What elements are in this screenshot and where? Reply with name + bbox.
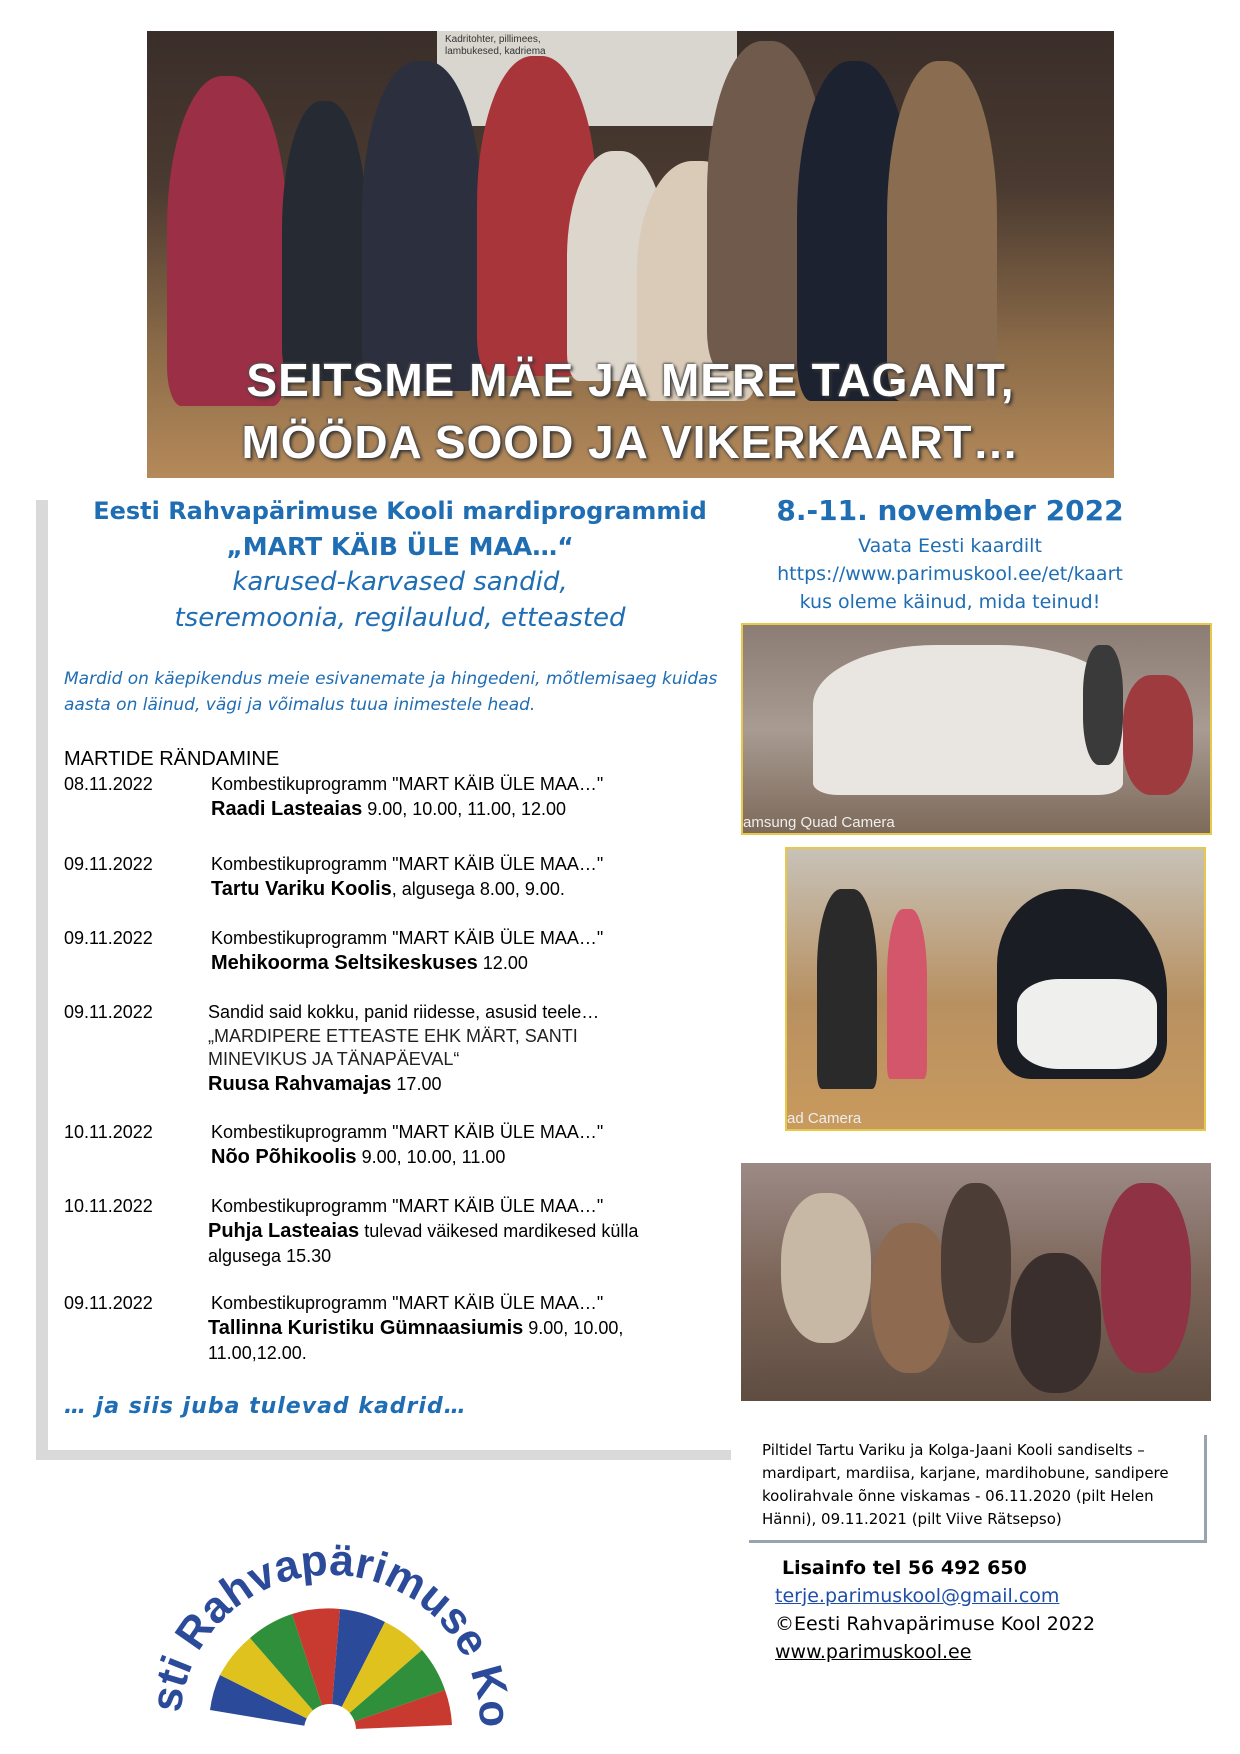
entry-venue: Raadi Lasteaias bbox=[211, 798, 363, 820]
hero-title-line2: MÖÖDA SOOD JA VIKERKAART… bbox=[241, 416, 1020, 468]
entry-date: 09.11.2022 bbox=[64, 854, 153, 874]
entry-times: tulevad väikesed mardikesed külla bbox=[359, 1221, 639, 1241]
entry-venue: Tallinna Kuristiku Gümnaasiumis bbox=[208, 1317, 524, 1339]
program-name: „MART KÄIB ÜLE MAA…“ bbox=[226, 532, 574, 561]
schedule-heading: MARTIDE RÄNDAMINE bbox=[64, 748, 280, 770]
entry-date: 08.11.2022 bbox=[64, 774, 153, 794]
entry-venue-line bbox=[211, 952, 528, 975]
entry-program: Kombestikuprogramm "MART KÄIB ÜLE MAA…" bbox=[211, 928, 604, 948]
contact-block bbox=[775, 1554, 1095, 1666]
costumed-child bbox=[941, 1183, 1011, 1343]
entry-venue: Mehikoorma Seltsikeskuses bbox=[211, 952, 478, 974]
photo-caption: Piltidel Tartu Variku ja Kolga-Jaani Kooli sandiselts – mardipart, mardiisa, karjane, mardihobune, sandipere koolirahvale õnne viskamas - 06.11.2020 (pilt Helen Hänni), 09.11.2021 (pilt Viive Rätsepso) bbox=[762, 1441, 1169, 1528]
hero-title-line1: SEITSME MÄE JA MERE TAGANT, bbox=[246, 354, 1015, 406]
entry-program: Kombestikuprogramm "MART KÄIB ÜLE MAA…" bbox=[211, 1122, 604, 1142]
horse-costume-white bbox=[1017, 979, 1157, 1069]
entry-date: 09.11.2022 bbox=[64, 928, 153, 948]
entry-venue-line bbox=[211, 1146, 505, 1169]
contact-phone: Lisainfo tel 56 492 650 bbox=[782, 1557, 1027, 1579]
white-sheet-figure bbox=[813, 645, 1123, 795]
school-logo bbox=[140, 1525, 520, 1745]
event-dates: 8.-11. november 2022 bbox=[776, 494, 1124, 527]
entry-venue: Tartu Variku Koolis bbox=[211, 878, 392, 900]
entry-date: 09.11.2022 bbox=[64, 1293, 153, 1313]
girl-in-pink bbox=[887, 909, 927, 1079]
costumed-child bbox=[781, 1193, 871, 1343]
camera-watermark: amsung Quad Camera bbox=[743, 814, 895, 831]
contact-email-link[interactable]: terje.parimuskool@gmail.com bbox=[775, 1585, 1060, 1607]
entry-venue-line bbox=[208, 1317, 623, 1340]
entry-times-line2: algusega 15.30 bbox=[208, 1246, 332, 1266]
copyright: ©Eesti Rahvapärimuse Kool 2022 bbox=[775, 1613, 1096, 1635]
program-intro: Mardid on käepikendus meie esivanemate ja hingedeni, mõtlemisaeg kuidas aasta on läinud, vägi ja võimalus tuua inimestele head. bbox=[64, 669, 718, 715]
entry-program: Sandid said kokku, panid riidesse, asusid teele… bbox=[208, 1002, 600, 1022]
map-info bbox=[760, 532, 1140, 616]
masked-child bbox=[1083, 645, 1123, 765]
entry-date: 10.11.2022 bbox=[64, 1196, 153, 1216]
entry-program: Kombestikuprogramm "MART KÄIB ÜLE MAA…" bbox=[211, 1293, 604, 1313]
box-border-bottom bbox=[36, 1450, 731, 1460]
entry-program-line2: „MARDIPERE ETTEASTE EHK MÄRT, SANTI bbox=[208, 1026, 578, 1046]
entry-venue-line bbox=[208, 1073, 441, 1096]
costumed-child bbox=[871, 1223, 951, 1373]
hero-photo bbox=[147, 31, 1114, 478]
logo-text: sti Rahvapärimuse Ko bbox=[141, 1535, 520, 1729]
camera-watermark: ad Camera bbox=[787, 1110, 862, 1127]
entry-venue: Puhja Lasteaias bbox=[208, 1220, 360, 1242]
costumed-child bbox=[1101, 1183, 1191, 1373]
caption-border-bottom bbox=[749, 1540, 1207, 1543]
projector-screen-text: Kadritohter, pillimees, lambukesed, kadriema bbox=[445, 34, 546, 57]
entry-venue-line bbox=[208, 1220, 638, 1243]
costumed-figure bbox=[282, 101, 367, 381]
hero-title bbox=[147, 349, 1114, 473]
entry-venue-line bbox=[211, 878, 565, 901]
schedule-entry bbox=[64, 854, 734, 914]
caption-border-right bbox=[1204, 1435, 1207, 1543]
map-info-line3: kus oleme käinud, mida teinud! bbox=[799, 591, 1101, 613]
logo-fan bbox=[210, 1608, 452, 1745]
program-tagline-2: tseremoonia, regilaulud, etteasted bbox=[174, 603, 626, 633]
entry-program-line3: MINEVIKUS JA TÄNAPÄEVAL“ bbox=[208, 1049, 460, 1069]
entry-times: 9.00, 10.00, bbox=[523, 1318, 624, 1338]
map-link[interactable]: https://www.parimuskool.ee/et/kaart bbox=[777, 563, 1123, 585]
entry-venue: Nõo Põhikoolis bbox=[211, 1146, 357, 1168]
box-border-left bbox=[36, 500, 48, 1460]
entry-program: Kombestikuprogramm "MART KÄIB ÜLE MAA…" bbox=[211, 1196, 604, 1216]
website-link[interactable]: www.parimuskool.ee bbox=[775, 1641, 972, 1663]
entry-times: 12.00 bbox=[477, 953, 528, 973]
schedule-entry bbox=[64, 1196, 734, 1276]
costumed-shepherd bbox=[817, 889, 877, 1089]
schedule-entry bbox=[64, 1002, 734, 1102]
entry-times-line2: 11.00,12.00. bbox=[208, 1343, 307, 1363]
entry-times: 17.00 bbox=[391, 1074, 442, 1094]
program-heading: Eesti Rahvapärimuse Kooli mardiprogrammid bbox=[93, 497, 707, 525]
costumed-child bbox=[1011, 1253, 1101, 1393]
photo-sandipere bbox=[741, 1163, 1211, 1401]
map-info-line1: Vaata Eesti kaardilt bbox=[858, 535, 1042, 557]
closing-text: … ja siis juba tulevad kadrid… bbox=[64, 1394, 467, 1419]
photo-horse-costume bbox=[741, 623, 1212, 835]
entry-program: Kombestikuprogramm "MART KÄIB ÜLE MAA…" bbox=[211, 854, 604, 874]
schedule-entry bbox=[64, 1122, 734, 1182]
entry-date: 09.11.2022 bbox=[64, 1002, 153, 1022]
costumed-figure bbox=[362, 61, 482, 391]
entry-date: 10.11.2022 bbox=[64, 1122, 153, 1142]
photo-caption-box bbox=[749, 1435, 1207, 1543]
entry-program: Kombestikuprogramm "MART KÄIB ÜLE MAA…" bbox=[211, 774, 604, 794]
entry-times: 9.00, 10.00, 11.00, 12.00 bbox=[362, 799, 567, 819]
entry-times: , algusega 8.00, 9.00. bbox=[391, 879, 565, 899]
schedule-entry bbox=[64, 1293, 734, 1373]
masked-child bbox=[1123, 675, 1193, 795]
schedule-entry bbox=[64, 928, 734, 988]
program-tagline-1: karused-karvased sandid, bbox=[232, 567, 568, 597]
photo-mardihobune bbox=[785, 847, 1206, 1131]
entry-venue-line bbox=[211, 798, 566, 821]
logo-graphic bbox=[140, 1525, 520, 1745]
entry-times: 9.00, 10.00, 11.00 bbox=[356, 1147, 506, 1167]
schedule-entry bbox=[64, 774, 734, 834]
entry-venue: Ruusa Rahvamajas bbox=[208, 1073, 392, 1095]
